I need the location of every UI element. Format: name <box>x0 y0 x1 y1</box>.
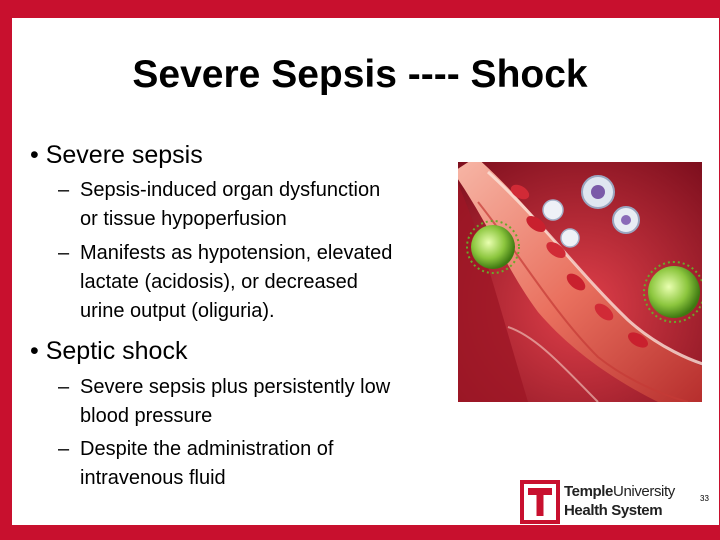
temple-health-logo <box>520 480 675 526</box>
sub-bullet-manifests <box>58 239 478 326</box>
dash-marker: – <box>58 438 70 460</box>
bullet-label: Severe sepsis <box>45 141 203 169</box>
bullet-severe-sepsis <box>30 140 203 170</box>
sub-bullet-line: Despite the administration of <box>80 438 334 460</box>
sub-bullet-low-pressure <box>58 373 478 431</box>
temple-t-icon <box>520 480 560 524</box>
logo-wordmark <box>564 482 675 520</box>
slide-title: Severe Sepsis ---- Shock <box>132 53 588 96</box>
sub-bullet-line: urine output (oliguria). <box>80 300 275 322</box>
sub-bullet-line: or tissue hypoperfusion <box>80 208 287 230</box>
logo-word-university: University <box>613 483 675 500</box>
sub-bullet-line: lactate (acidosis), or decreased <box>80 271 358 293</box>
logo-word-temple: Temple <box>564 483 614 500</box>
bullet-marker: • <box>30 141 39 169</box>
bullet-septic-shock <box>30 336 187 366</box>
sub-bullet-line: intravenous fluid <box>80 467 226 489</box>
dash-marker: – <box>58 179 70 201</box>
sub-bullet-iv-fluid <box>58 435 478 493</box>
blood-vessel-illustration <box>458 162 702 402</box>
sub-bullet-line: Manifests as hypotension, elevated <box>80 242 393 264</box>
dash-marker: – <box>58 376 70 398</box>
page-number: 33 <box>700 494 709 503</box>
bullet-marker: • <box>30 337 39 365</box>
sub-bullet-line: blood pressure <box>80 405 213 427</box>
sub-bullet-line: Severe sepsis plus persistently low <box>80 376 391 398</box>
bullet-label: Septic shock <box>45 337 188 365</box>
sub-bullet-organ-dysfunction <box>58 176 478 234</box>
logo-word-health-system: Health System <box>564 502 663 519</box>
sub-bullet-line: Sepsis-induced organ dysfunction <box>80 179 381 201</box>
dash-marker: – <box>58 242 70 264</box>
